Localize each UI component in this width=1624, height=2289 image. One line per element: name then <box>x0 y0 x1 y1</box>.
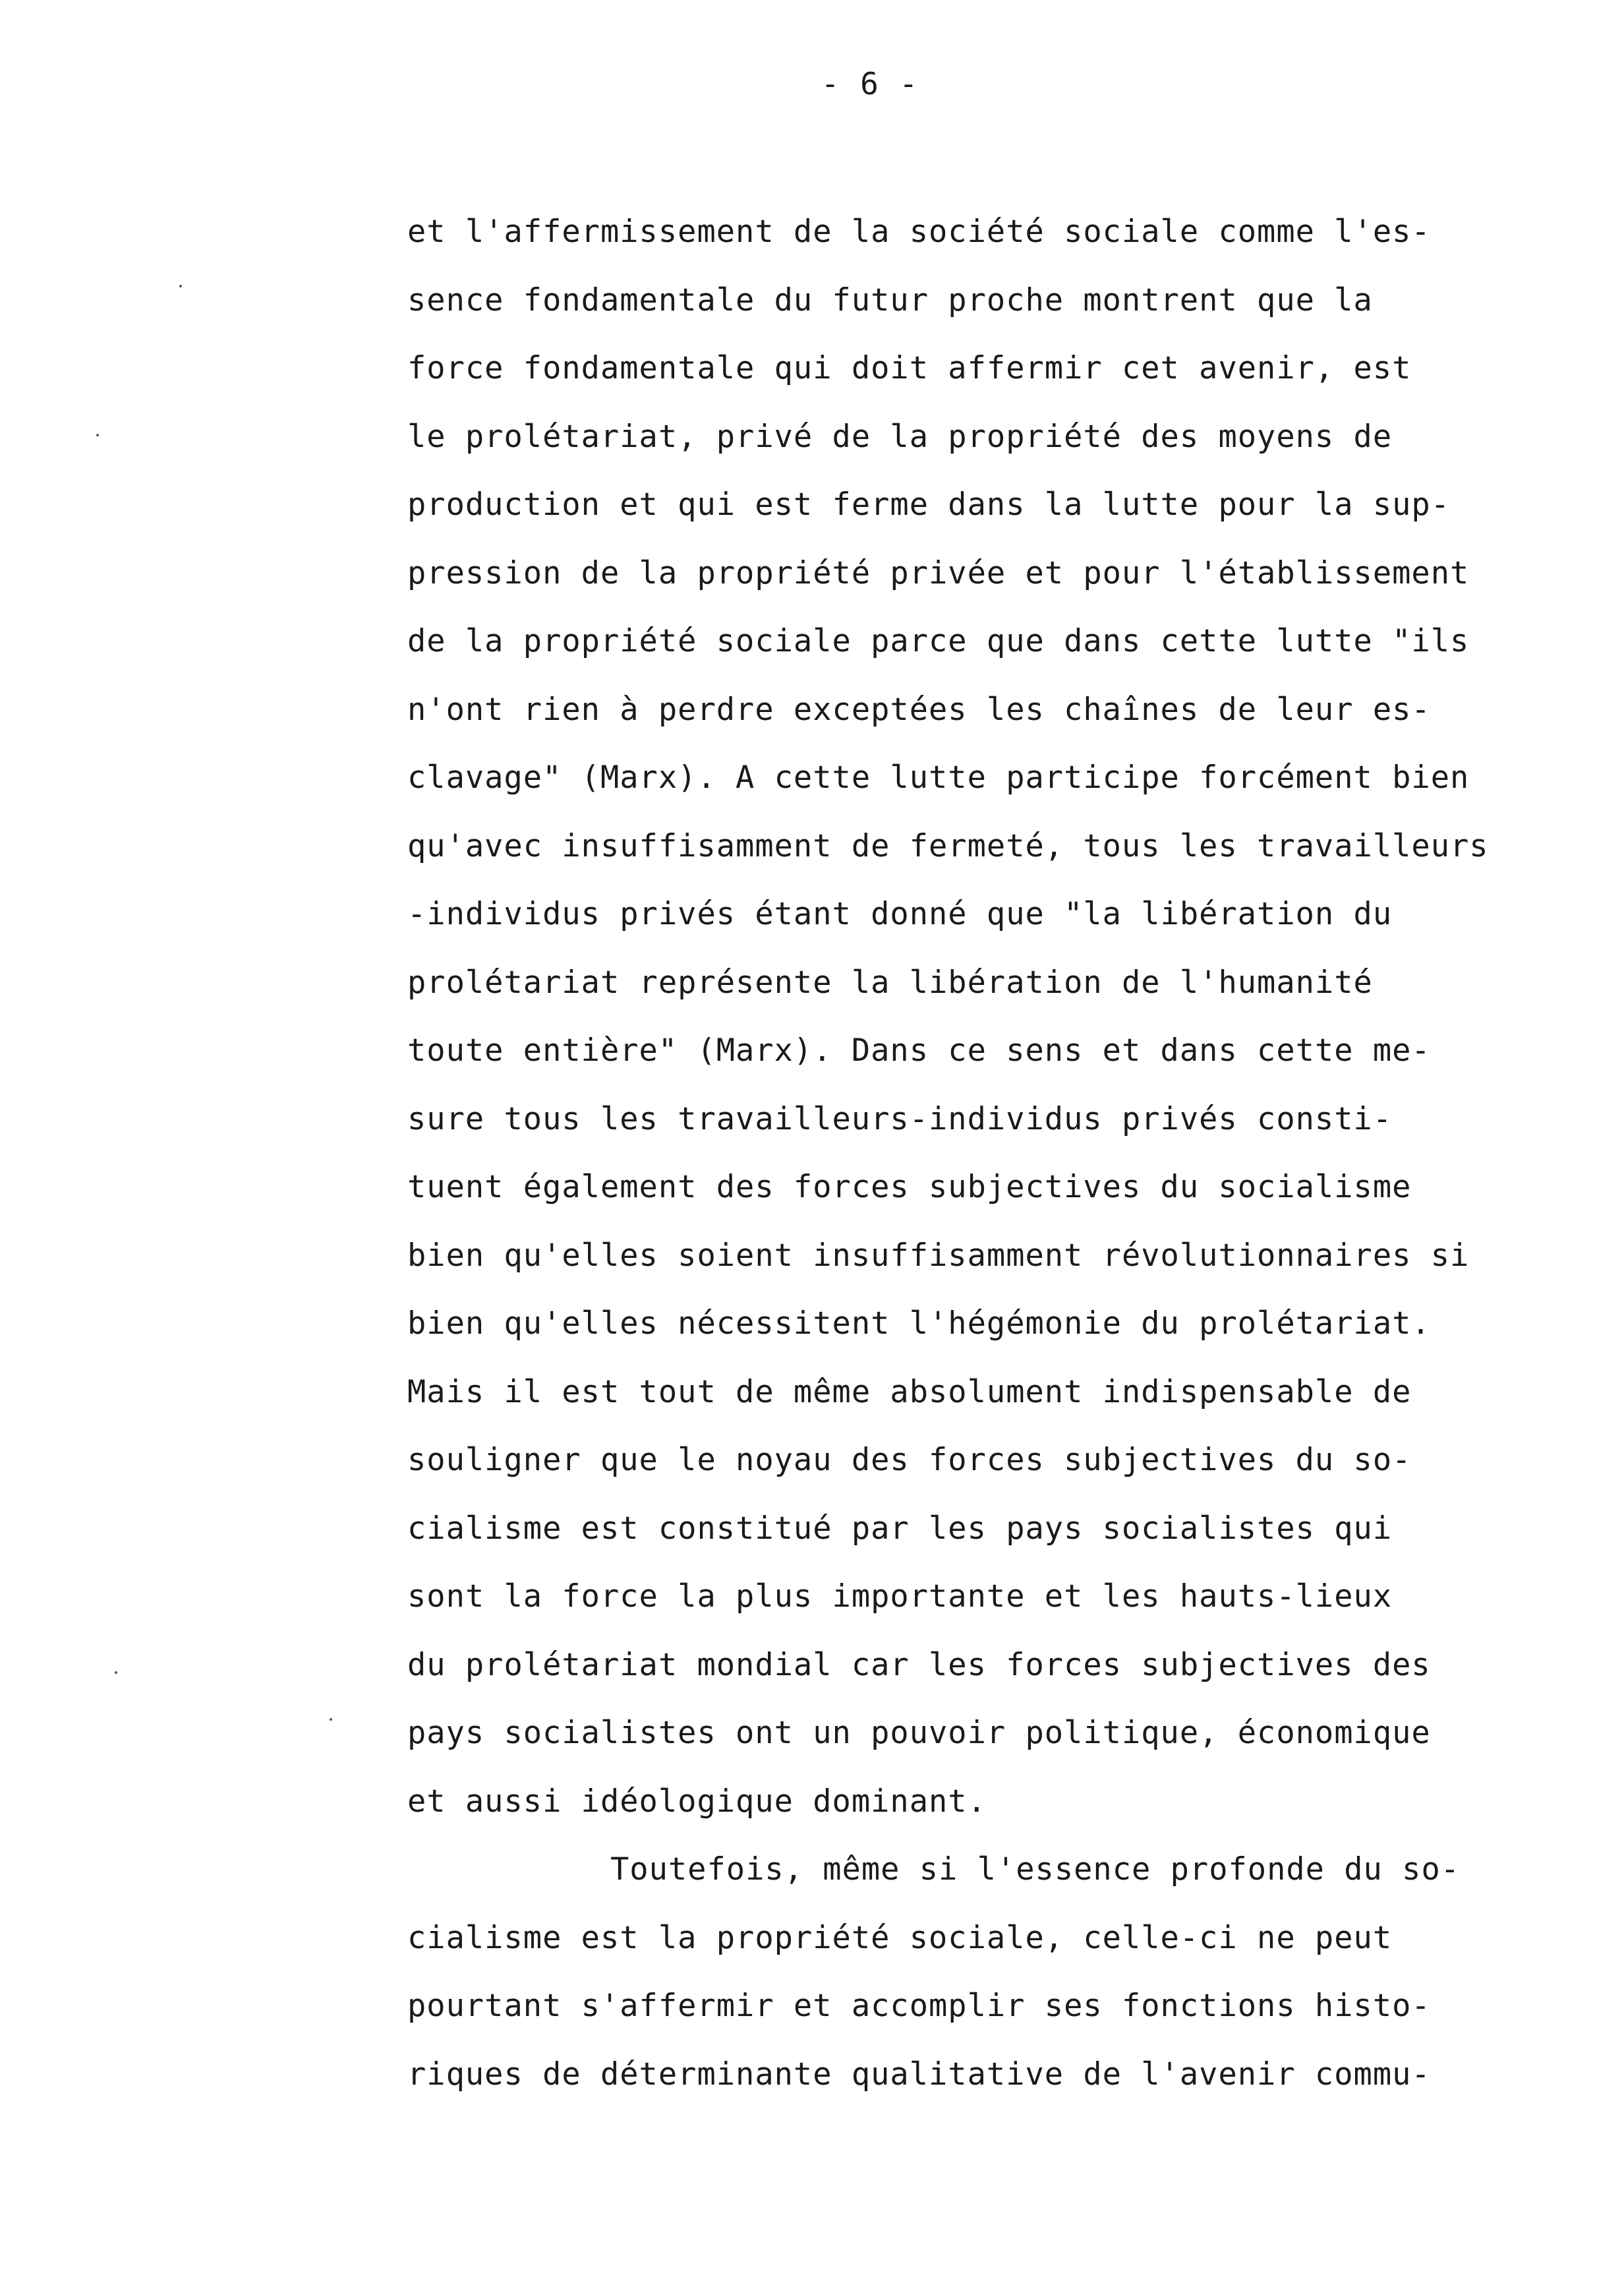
text-line-13: toute entière" (Marx). Dans ce sens et dans cette me- <box>407 1032 1431 1069</box>
text-line-6: pression de la propriété privée et pour l'établissement <box>407 554 1470 591</box>
scan-speck <box>96 434 99 436</box>
text-line-26: cialisme est la propriété sociale, celle-ci ne peut <box>407 1919 1393 1956</box>
scan-speck <box>179 285 182 287</box>
text-line-2: sence fondamentale du futur proche montrent que la <box>407 282 1373 318</box>
scan-speck <box>115 1671 117 1674</box>
text-line-3: force fondamentale qui doit affermir cet avenir, est <box>407 350 1412 386</box>
text-line-7: de la propriété sociale parce que dans cette lutte "ils <box>407 623 1470 659</box>
text-line-28: riques de déterminante qualitative de l'avenir commu- <box>407 2056 1431 2093</box>
text-line-8: n'ont rien à perdre exceptées les chaînes de leur es- <box>407 691 1431 728</box>
text-line-19: souligner que le noyau des forces subjectives du so- <box>407 1442 1412 1478</box>
text-line-17: bien qu'elles nécessitent l'hégémonie du prolétariat. <box>407 1305 1431 1342</box>
text-line-21: sont la force la plus importante et les hauts-lieux <box>407 1578 1393 1615</box>
text-line-16: bien qu'elles soient insuffisamment révolutionnaires si <box>407 1237 1470 1274</box>
text-line-5: production et qui est ferme dans la lutte pour la sup- <box>407 487 1451 523</box>
text-line-24: et aussi idéologique dominant. <box>407 1783 987 1820</box>
text-line-4: le prolétariat, privé de la propriété des moyens de <box>407 418 1393 455</box>
body-text <box>407 198 1594 2108</box>
scan-speck <box>330 1718 332 1721</box>
page-number: - 6 - <box>821 66 919 102</box>
text-line-12: prolétariat représente la libération de l'humanité <box>407 964 1373 1001</box>
text-line-15: tuent également des forces subjectives du socialisme <box>407 1169 1412 1205</box>
text-line-23: pays socialistes ont un pouvoir politique, économique <box>407 1715 1431 1751</box>
text-line-22: du prolétariat mondial car les forces subjectives des <box>407 1646 1431 1683</box>
text-line-14: sure tous les travailleurs-individus privés consti- <box>407 1100 1393 1137</box>
paragraph-start-line: Toutefois, même si l'essence profonde du so- <box>610 1851 1461 1888</box>
text-line-27: pourtant s'affermir et accomplir ses fonctions histo- <box>407 1988 1431 2024</box>
text-line-10: qu'avec insuffisamment de fermeté, tous les travailleurs <box>407 827 1489 864</box>
text-line-18: Mais il est tout de même absolument indispensable de <box>407 1373 1412 1410</box>
text-line-1: et l'affermissement de la société sociale comme l'es- <box>407 214 1431 250</box>
text-line-20: cialisme est constitué par les pays socialistes qui <box>407 1510 1393 1547</box>
text-line-11: -individus privés étant donné que "la libération du <box>407 896 1393 932</box>
text-line-9: clavage" (Marx). A cette lutte participe forcément bien <box>407 759 1470 796</box>
